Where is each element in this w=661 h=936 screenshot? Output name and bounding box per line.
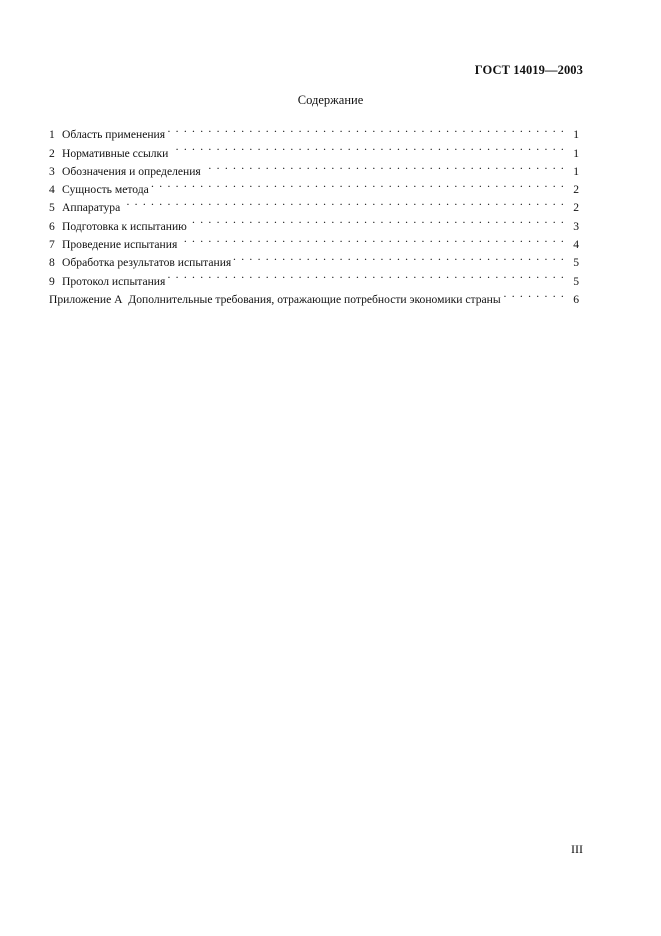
toc-entry-5[interactable] bbox=[49, 193, 579, 215]
toc-entry-label: Обработка результатов испытания bbox=[62, 256, 232, 270]
toc-entry-number: 2 bbox=[49, 146, 55, 160]
toc-entry-label: Аппаратура bbox=[62, 201, 121, 215]
toc-leader-dots bbox=[179, 230, 565, 248]
toc-entry-page: 2 bbox=[573, 201, 579, 215]
toc-entry-number: 8 bbox=[49, 256, 55, 270]
toc-leader-dots bbox=[122, 193, 565, 211]
toc-entry-label: Нормативные ссылки bbox=[62, 146, 169, 160]
toc-entry-page: 1 bbox=[573, 146, 579, 160]
toc-entry-label: Область применения bbox=[62, 128, 166, 142]
toc-entry-1[interactable] bbox=[49, 120, 579, 142]
page-number: III bbox=[571, 842, 583, 856]
toc-entry-label: Приложение А Дополнительные требования, отражающие потребности экономики страны bbox=[49, 292, 501, 306]
toc-title: Содержание bbox=[297, 93, 364, 107]
table-of-contents bbox=[49, 120, 579, 306]
standard-code-header: ГОСТ 14019—2003 bbox=[474, 63, 583, 77]
toc-entry-number: 4 bbox=[49, 183, 55, 197]
toc-leader-dots bbox=[233, 248, 565, 266]
toc-entry-page: 4 bbox=[573, 238, 579, 252]
toc-leader-dots bbox=[203, 157, 565, 175]
toc-entry-page: 3 bbox=[573, 219, 579, 233]
toc-entry-label: Обозначения и определения bbox=[62, 164, 201, 178]
toc-entry-number: 6 bbox=[49, 219, 55, 233]
toc-entry-number: 5 bbox=[49, 201, 55, 215]
toc-leader-dots bbox=[151, 175, 565, 193]
toc-entry-label: Подготовка к испытанию bbox=[62, 219, 187, 233]
toc-entry-page: 6 bbox=[573, 292, 579, 306]
toc-entry-page: 2 bbox=[573, 183, 579, 197]
toc-leader-dots bbox=[503, 285, 565, 303]
toc-entry-label: Протокол испытания bbox=[62, 274, 166, 288]
toc-entry-page: 5 bbox=[573, 256, 579, 270]
toc-entry-number: 1 bbox=[49, 128, 55, 142]
toc-entry-label: Проведение испытания bbox=[62, 238, 178, 252]
toc-entry-number: 7 bbox=[49, 238, 55, 252]
toc-entry-number: 3 bbox=[49, 164, 55, 178]
toc-entry-page: 5 bbox=[573, 274, 579, 288]
toc-entry-number: 9 bbox=[49, 274, 55, 288]
toc-entry-page: 1 bbox=[573, 128, 579, 142]
toc-leader-dots bbox=[189, 211, 565, 229]
toc-leader-dots bbox=[167, 120, 565, 138]
toc-leader-dots bbox=[170, 138, 565, 156]
toc-entry-label: Сущность метода bbox=[62, 183, 149, 197]
toc-entry-page: 1 bbox=[573, 164, 579, 178]
toc-entry-6[interactable] bbox=[49, 211, 579, 233]
toc-leader-dots bbox=[167, 266, 565, 284]
